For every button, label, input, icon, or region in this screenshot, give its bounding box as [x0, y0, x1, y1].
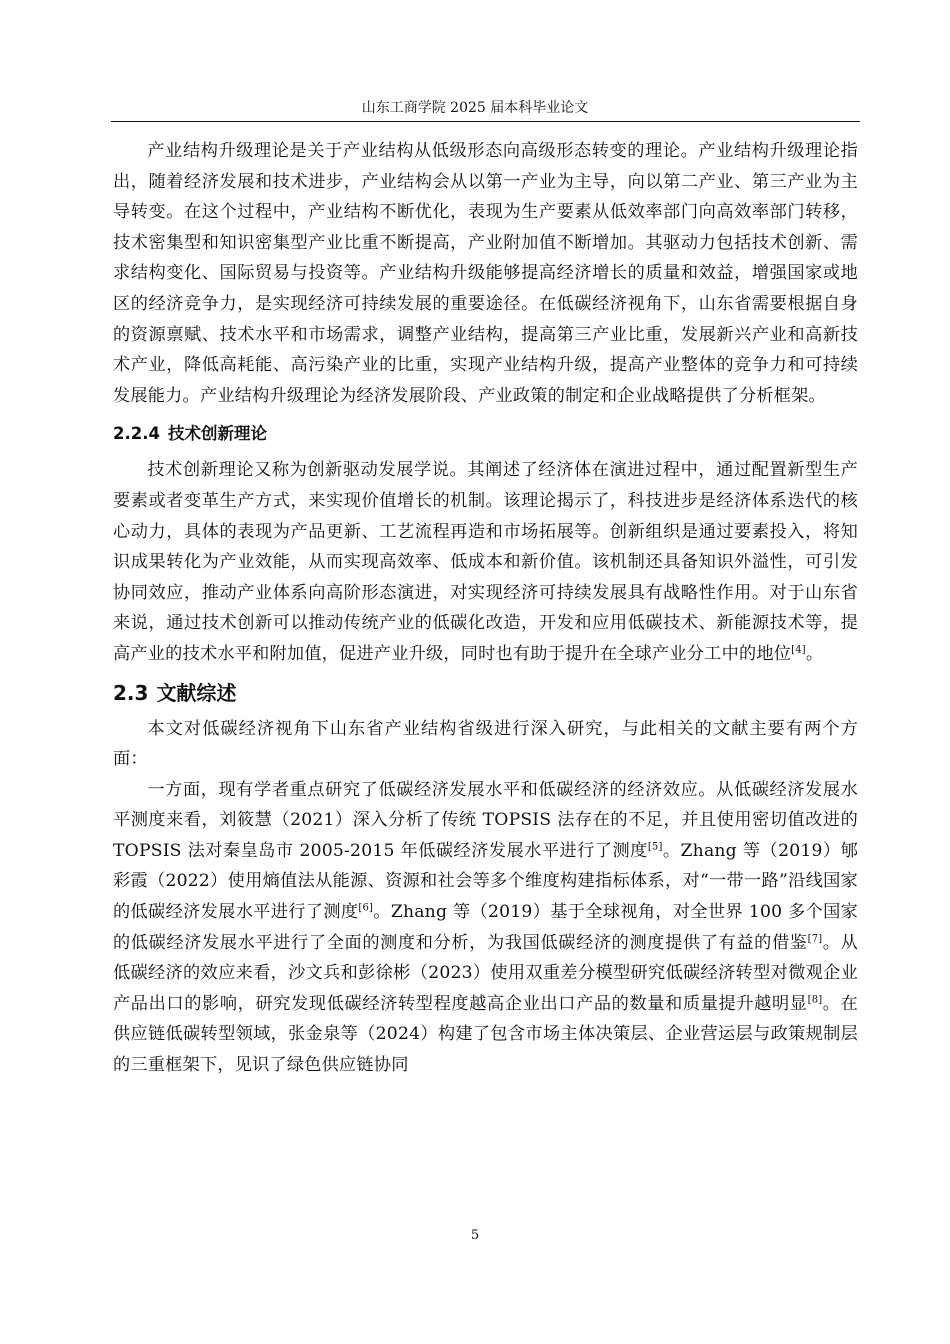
paragraph-text: 。从低碳经济的效应来看，沙文兵和彭徐彬（2023）使用双重差分模型研究低碳经济转型对微观企业产品出口的影响，研究发现低碳经济转型程度越高企业出口产品的数量和质量提升越明显	[113, 932, 858, 1014]
section-heading-2-2-4	[113, 419, 858, 449]
running-header: 山东工商学院 2025 届本科毕业论文	[361, 100, 589, 116]
citation-4: [4]	[791, 644, 806, 656]
paragraph-technological-innovation-theory	[113, 455, 858, 669]
paragraph-text: 一方面，现有学者重点研究了低碳经济发展水平和低碳经济的经济效应。从低碳经济发展水平测度来看，刘筱慧（2021）深入分析了传统 TOPSIS 法存在的不足，并且使用密切值改进的 TOPSIS 法对秦皇岛市 2005-2015 年低碳经济发展水平进行了测度	[113, 779, 858, 861]
citation-6: [6]	[358, 902, 374, 914]
section-title: 文献综述	[156, 680, 237, 705]
paragraph-text: 。Zhang 等（2019）郇彩霞（2022）使用熵值法从能源、资源和社会等多个维度构建指标体系，对“一带一路”沿线国家的低碳经济发展水平进行了测度	[113, 840, 858, 923]
paragraph-end: 。	[805, 643, 824, 664]
section-number: 2.3	[113, 680, 149, 705]
body-content	[113, 136, 858, 1081]
citation-8: [8]	[807, 994, 823, 1006]
paragraph-text: 技术创新理论又称为创新驱动发展学说。其阐述了经济体在演进过程中，通过配置新型生产要素或者变革生产方式，来实现价值增长的机制。该理论揭示了，科技进步是经济体系迭代的核心动力，具体的表现为产品更新、工艺流程再造和市场拓展等。创新组织是通过要素投入，将知识成果转化为产业效能，从而实现高效率、低成本和新价值。该机制还具备知识外溢性，可引发协同效应，推动产业体系向高阶形态演进，对实现经济可持续发展具有战略性作用。对于山东省来说，通过技术创新可以推动传统产业的低碳化改造，开发和应用低碳技术、新能源技术等，提高产业的技术水平和附加值，促进产业升级，同时也有助于提升在全球产业分工中的地位	[113, 460, 858, 664]
paragraph-literature-review-first	[113, 775, 858, 1081]
paragraph-text: 。Zhang 等（2019）基于全球视角，对全世界 100 多个国家的低碳经济发展水平进行了全面的测度和分析，为我国低碳经济的测度提供了有益的借鉴	[113, 902, 858, 953]
header-divider	[111, 121, 860, 122]
citation-7: [7]	[807, 932, 823, 944]
citation-5: [5]	[647, 841, 663, 853]
paragraph-text: 。在供应链低碳转型领域，张金泉等（2024）构建了包含市场主体决策层、企业营运层与政策规制层的三重框架下，见识了绿色供应链协同	[113, 993, 858, 1076]
section-heading-2-3	[113, 676, 858, 710]
paragraph-industrial-upgrading-theory: 产业结构升级理论是关于产业结构从低级形态向高级形态转变的理论。产业结构升级理论指出，随着经济发展和技术进步，产业结构会从以第一产业为主导，向以第二产业、第三产业为主导转变。在这个过程中，产业结构不断优化，表现为生产要素从低效率部门向高效率部门转移，技术密集型和知识密集型产业比重不断提高，产业附加值不断增加。其驱动力包括技术创新、需求结构变化、国际贸易与投资等。产业结构升级能够提高经济增长的质量和效益，增强国家或地区的经济竞争力，是实现经济可持续发展的重要途径。在低碳经济视角下，山东省需要根据自身的资源禀赋、技术水平和市场需求，调整产业结构，提高第三产业比重，发展新兴产业和高新技术产业，降低高耗能、高污染产业的比重，实现产业结构升级，提高产业整体的竞争力和可持续发展能力。产业结构升级理论为经济发展阶段、产业政策的制定和企业战略提供了分析框架。	[113, 141, 858, 406]
paragraph-literature-review-intro: 本文对低碳经济视角下山东省产业结构省级进行深入研究，与此相关的文献主要有两个方面：	[113, 718, 858, 770]
page-number: 5	[470, 1228, 480, 1243]
section-number: 2.2.4	[113, 424, 160, 444]
section-title: 技术创新理论	[167, 424, 267, 444]
